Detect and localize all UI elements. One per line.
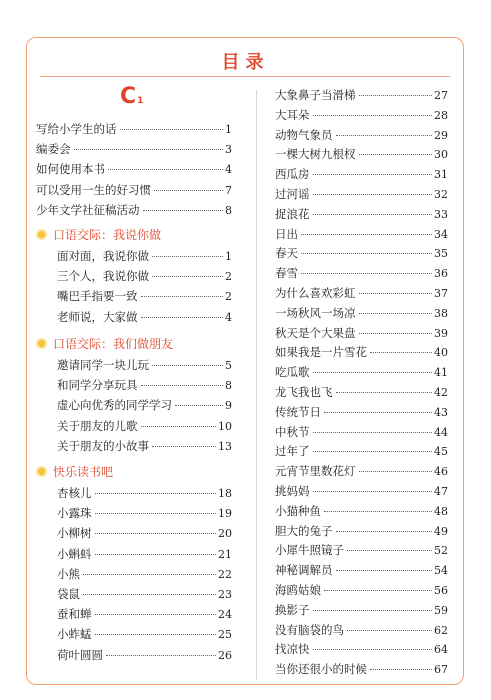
page-number: 10 xyxy=(218,419,232,433)
page-number: 29 xyxy=(434,128,448,142)
page-number: 28 xyxy=(434,108,448,122)
page-number: 48 xyxy=(434,504,448,518)
entry-title: 袋鼠 xyxy=(57,587,80,601)
entry-title: 老师说，大家做 xyxy=(57,309,138,324)
page-number: 62 xyxy=(434,623,448,637)
dot-leader xyxy=(141,296,224,297)
entry-title: 编委会 xyxy=(36,142,71,157)
page-number: 4 xyxy=(225,163,232,177)
entry-title: 捉浪花 xyxy=(275,206,310,221)
dot-leader xyxy=(83,574,216,575)
column-divider xyxy=(256,90,257,680)
section-bullet-icon xyxy=(36,466,47,477)
toc-entry[interactable] xyxy=(57,546,232,565)
page-number: 52 xyxy=(434,544,448,558)
entry-title: 小猫种鱼 xyxy=(275,503,321,518)
page-title: 目录 xyxy=(221,52,270,73)
toc-entry[interactable] xyxy=(275,661,448,680)
dot-leader xyxy=(370,352,432,353)
dot-leader xyxy=(313,432,433,433)
dot-leader xyxy=(313,372,433,373)
section-title: 口语交际：我们做朋友 xyxy=(53,337,174,351)
page-number: 13 xyxy=(218,439,232,453)
page-number: 67 xyxy=(434,663,448,677)
dot-leader xyxy=(324,511,432,512)
toc-entry[interactable] xyxy=(57,438,232,457)
toc-entry[interactable] xyxy=(275,245,448,264)
entry-title: 大耳朵 xyxy=(275,107,310,122)
page-number: 30 xyxy=(434,148,448,162)
toc-entry[interactable] xyxy=(275,622,448,641)
entry-title: 过年了 xyxy=(275,444,310,459)
page-number: 25 xyxy=(218,628,232,642)
entry-title: 挑妈妈 xyxy=(275,484,310,498)
volume-mark xyxy=(120,84,143,109)
toc-entry[interactable] xyxy=(57,505,232,524)
dot-leader xyxy=(313,214,433,215)
entry-title: 小熊 xyxy=(57,566,80,581)
page-number: 19 xyxy=(218,507,232,521)
page-number: 47 xyxy=(434,485,448,498)
page-number: 22 xyxy=(218,567,232,581)
page-number: 59 xyxy=(434,603,448,617)
volume-number: 1 xyxy=(137,96,144,106)
entry-title: 关于朋友的儿歌 xyxy=(57,418,138,433)
toc-entry[interactable] xyxy=(275,483,448,502)
page-number: 34 xyxy=(434,227,448,241)
page-number: 31 xyxy=(434,168,448,182)
section-bullet-icon xyxy=(36,338,47,349)
dot-leader xyxy=(359,333,433,334)
toc-entry[interactable] xyxy=(275,265,448,284)
page-number: 33 xyxy=(434,207,448,221)
entry-title: 元宵节里数花灯 xyxy=(275,464,356,479)
dot-leader xyxy=(359,293,433,294)
toc-entry[interactable] xyxy=(275,602,448,621)
dot-leader xyxy=(324,412,432,413)
dot-leader xyxy=(359,471,433,472)
dot-leader xyxy=(313,174,433,175)
dot-leader xyxy=(106,655,216,656)
toc-entry[interactable] xyxy=(275,285,448,304)
dot-leader xyxy=(152,256,223,257)
page-number: 1 xyxy=(225,123,232,136)
section-heading xyxy=(36,463,113,480)
toc-entry[interactable] xyxy=(57,357,232,376)
dot-leader xyxy=(141,385,224,386)
page-number: 2 xyxy=(225,270,232,284)
entry-title: 一棵大树九根杈 xyxy=(275,147,356,162)
toc-entry[interactable] xyxy=(275,206,448,225)
page-number: 20 xyxy=(218,527,232,541)
entry-title: 如果我是一片雪花 xyxy=(275,345,367,360)
page-number: 38 xyxy=(434,306,448,320)
toc-entry[interactable] xyxy=(275,87,448,106)
toc-entry[interactable] xyxy=(36,161,232,180)
toc-entry[interactable] xyxy=(275,107,448,126)
entry-title: 一场秋风一场凉 xyxy=(275,305,356,320)
toc-entry[interactable] xyxy=(275,127,448,146)
section-heading xyxy=(36,226,161,243)
dot-leader xyxy=(95,493,217,494)
page-number: 24 xyxy=(218,608,232,622)
toc-entry[interactable] xyxy=(36,202,232,221)
page-number: 2 xyxy=(225,290,232,304)
page-number: 3 xyxy=(225,143,232,157)
entry-title: 小蝌蚪 xyxy=(57,546,92,561)
entry-title: 少年文学社征稿活动 xyxy=(36,202,140,217)
page-number: 64 xyxy=(434,643,448,657)
dot-leader xyxy=(359,313,433,314)
toc-entry[interactable] xyxy=(275,443,448,462)
toc-entry[interactable] xyxy=(57,288,232,307)
dot-leader xyxy=(347,630,432,631)
entry-title: 换影子 xyxy=(275,602,310,617)
toc-entry[interactable] xyxy=(275,503,448,522)
entry-title: 动物气象员 xyxy=(275,127,333,142)
page-number: 23 xyxy=(218,588,232,601)
page-number: 36 xyxy=(434,267,448,281)
entry-title: 西瓜房 xyxy=(275,167,310,182)
page-number: 45 xyxy=(434,445,448,459)
dot-leader xyxy=(74,149,224,150)
dot-leader xyxy=(95,554,217,555)
toc-entry[interactable] xyxy=(57,485,232,504)
entry-title: 三个人，我说你做 xyxy=(57,269,149,284)
page-number: 40 xyxy=(434,346,448,360)
toc-entry[interactable] xyxy=(275,404,448,423)
entry-title: 为什么喜欢彩虹 xyxy=(275,286,356,300)
toc-entry[interactable] xyxy=(275,463,448,482)
page-number: 9 xyxy=(225,399,232,413)
section-title: 快乐读书吧 xyxy=(53,465,114,479)
toc-entry[interactable] xyxy=(275,186,448,205)
toc-entry[interactable] xyxy=(36,141,232,160)
dot-leader xyxy=(313,115,433,116)
section-bullet-icon xyxy=(36,229,47,240)
dot-leader xyxy=(324,590,432,591)
page-number: 46 xyxy=(434,465,448,479)
toc-entry[interactable] xyxy=(275,226,448,245)
dot-leader xyxy=(313,194,433,195)
page-number: 56 xyxy=(434,584,448,597)
section-heading xyxy=(36,335,173,352)
dot-leader xyxy=(370,669,432,670)
dot-leader xyxy=(359,95,433,96)
dot-leader xyxy=(143,210,224,211)
entry-title: 如何使用本书 xyxy=(36,162,105,177)
toc-entry[interactable] xyxy=(275,641,448,660)
toc-entry[interactable] xyxy=(57,268,232,287)
toc-entry[interactable] xyxy=(57,418,232,437)
section-title: 口语交际：我说你做 xyxy=(53,228,162,242)
dot-leader xyxy=(347,550,432,551)
entry-title: 小露珠 xyxy=(57,506,92,521)
volume-letter: C xyxy=(120,84,137,109)
entry-title: 传统节日 xyxy=(275,404,321,419)
entry-title: 秋天是个大果盘 xyxy=(275,325,356,340)
entry-title: 中秋节 xyxy=(275,424,310,439)
dot-leader xyxy=(336,531,433,532)
entry-title: 面对面，我说你做 xyxy=(57,249,149,263)
toc-entry[interactable] xyxy=(57,626,232,645)
entry-title: 杏核儿 xyxy=(57,486,92,500)
entry-title: 虚心向优秀的同学学习 xyxy=(57,398,172,413)
entry-title: 可以受用一生的好习惯 xyxy=(36,182,151,197)
dot-leader xyxy=(301,273,432,274)
dot-leader xyxy=(313,649,433,650)
page-number: 7 xyxy=(225,183,232,197)
dot-leader xyxy=(95,634,217,635)
dot-leader xyxy=(301,234,432,235)
toc-entry[interactable] xyxy=(275,305,448,324)
toc-entry[interactable] xyxy=(275,523,448,542)
toc-entry[interactable] xyxy=(275,542,448,561)
entry-title: 春雪 xyxy=(275,266,298,281)
page-number: 26 xyxy=(218,648,232,662)
entry-title: 没有脑袋的鸟 xyxy=(275,622,344,637)
toc-entry[interactable] xyxy=(57,566,232,585)
page-number: 5 xyxy=(225,359,232,372)
dot-leader xyxy=(95,533,217,534)
toc-entry[interactable] xyxy=(57,309,232,328)
toc-entry[interactable] xyxy=(57,586,232,605)
toc-entry[interactable] xyxy=(275,582,448,601)
dot-leader xyxy=(141,426,217,427)
toc-entry[interactable] xyxy=(57,248,232,267)
entry-title: 胆大的兔子 xyxy=(275,523,333,538)
page-number: 35 xyxy=(434,247,448,261)
toc-entry[interactable] xyxy=(275,384,448,403)
toc-entry[interactable] xyxy=(57,397,232,416)
dot-leader xyxy=(152,365,223,366)
dot-leader xyxy=(120,129,224,130)
dot-leader xyxy=(175,405,223,406)
dot-leader xyxy=(336,392,433,393)
dot-leader xyxy=(141,317,224,318)
entry-title: 大象鼻子当滑梯 xyxy=(275,88,356,102)
dot-leader xyxy=(154,190,223,191)
dot-leader xyxy=(359,154,433,155)
toc-entry[interactable] xyxy=(36,182,232,201)
page-number: 44 xyxy=(434,425,448,439)
entry-title: 海鸥姑娘 xyxy=(275,583,321,597)
entry-title: 当你还很小的时候 xyxy=(275,662,367,677)
toc-entry[interactable] xyxy=(57,606,232,625)
page-number: 8 xyxy=(225,379,232,393)
entry-title: 吃瓜歌 xyxy=(275,365,310,380)
entry-title: 蚕和蝉 xyxy=(57,607,92,622)
toc-entry[interactable] xyxy=(275,562,448,581)
dot-leader xyxy=(95,614,217,615)
entry-title: 和同学分享玩具 xyxy=(57,378,138,393)
page-number: 8 xyxy=(225,203,232,217)
dot-leader xyxy=(152,446,216,447)
dot-leader xyxy=(95,513,217,514)
dot-leader xyxy=(313,610,433,611)
page-number: 37 xyxy=(434,287,448,300)
page-number: 39 xyxy=(434,326,448,340)
dot-leader xyxy=(301,253,432,254)
toc-entry[interactable] xyxy=(275,344,448,363)
title-divider xyxy=(40,76,450,77)
toc-entry[interactable] xyxy=(275,424,448,443)
dot-leader xyxy=(152,276,223,277)
dot-leader xyxy=(83,594,216,595)
page-number: 41 xyxy=(434,366,448,380)
page-number: 4 xyxy=(225,310,232,324)
entry-title: 关于朋友的小故事 xyxy=(57,438,149,453)
toc-entry[interactable] xyxy=(57,647,232,666)
entry-title: 荷叶圆圆 xyxy=(57,647,103,662)
entry-title: 邀请同学一块儿玩 xyxy=(57,358,149,372)
entry-title: 小柳树 xyxy=(57,526,92,541)
page-number: 54 xyxy=(434,564,448,578)
toc-entry[interactable] xyxy=(275,166,448,185)
toc-entry[interactable] xyxy=(36,121,232,140)
page-number: 21 xyxy=(218,547,232,561)
toc-entry[interactable] xyxy=(275,325,448,344)
entry-title: 春天 xyxy=(275,246,298,261)
dot-leader xyxy=(336,570,433,571)
entry-title: 龙飞我也飞 xyxy=(275,385,333,399)
toc-entry[interactable] xyxy=(57,377,232,396)
page-number: 42 xyxy=(434,386,448,399)
page-number: 32 xyxy=(434,188,448,201)
entry-title: 神秘调解员 xyxy=(275,563,333,578)
entry-title: 找凉快 xyxy=(275,642,310,657)
toc-entry[interactable] xyxy=(275,146,448,165)
dot-leader xyxy=(313,451,433,452)
page-number: 1 xyxy=(225,250,232,263)
page-number: 43 xyxy=(434,405,448,419)
entry-title: 日出 xyxy=(275,226,298,241)
toc-entry[interactable] xyxy=(275,364,448,383)
dot-leader xyxy=(313,491,433,492)
toc-entry[interactable] xyxy=(57,525,232,544)
page-number: 18 xyxy=(218,487,232,500)
page-number: 49 xyxy=(434,524,448,538)
dot-leader xyxy=(108,169,223,170)
entry-title: 嘴巴手指要一致 xyxy=(57,289,138,304)
entry-title: 小犀牛照镜子 xyxy=(275,543,344,558)
entry-title: 小蚱蜢 xyxy=(57,627,92,642)
entry-title: 写给小学生的话 xyxy=(36,122,117,136)
page-number: 27 xyxy=(434,89,448,102)
dot-leader xyxy=(336,135,433,136)
entry-title: 过河谣 xyxy=(275,187,310,201)
